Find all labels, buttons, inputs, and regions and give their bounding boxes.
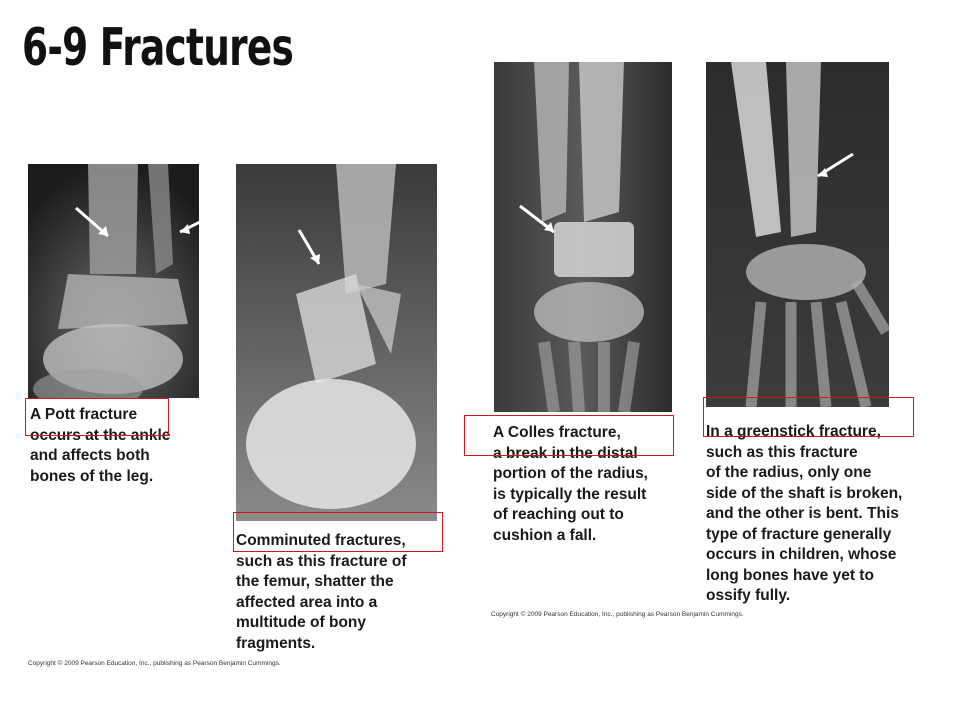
caption-line: of the radius, only one — [706, 464, 872, 481]
copyright-notice: Copyright © 2009 Pearson Education, Inc., publishing as Pearson Benjamin Cummings. — [491, 611, 744, 618]
caption-line: bones of the leg. — [30, 467, 154, 485]
caption-line: Comminuted fractures, — [236, 532, 406, 549]
caption-line: occurs at the ankle — [30, 426, 171, 444]
caption-line: and the other is bent. This — [706, 505, 899, 522]
caption-line: ossify fully. — [706, 587, 791, 604]
caption-line: In a greenstick fracture, — [706, 423, 881, 440]
caption-line: and affects both — [30, 447, 150, 464]
caption-line: such as this fracture — [706, 443, 858, 461]
caption-line: type of fracture generally — [706, 525, 892, 543]
greenstick-fracture-xray — [706, 62, 889, 407]
greenstick-fracture-caption — [706, 422, 902, 607]
caption-line: a break in the distal — [493, 444, 638, 462]
caption-line: such as this fracture of — [236, 552, 407, 570]
caption-line: long bones have yet to — [706, 566, 874, 584]
caption-line: fragments. — [236, 634, 316, 652]
caption-line: occurs in children, whose — [706, 546, 897, 563]
caption-line: A Colles fracture, — [493, 424, 621, 441]
caption-line: portion of the radius, — [493, 465, 648, 482]
caption-line: of reaching out to — [493, 506, 624, 523]
pott-fracture-xray — [28, 164, 199, 398]
caption-line: cushion a fall. — [493, 526, 597, 544]
copyright-notice: Copyright © 2009 Pearson Education, Inc., publishing as Pearson Benjamin Cummings. — [28, 660, 281, 667]
caption-line: the femur, shatter the — [236, 573, 394, 590]
caption-line: multitude of bony — [236, 614, 367, 631]
page-title: 6-9 Fractures — [22, 18, 294, 78]
colles-fracture-xray — [494, 62, 672, 412]
caption-line: A Pott fracture — [30, 406, 138, 423]
greenstick-fracture-highlight-box — [703, 397, 914, 437]
comminuted-fracture-xray — [236, 164, 437, 521]
caption-line: is typically the result — [493, 485, 647, 503]
caption-line: side of the shaft is broken, — [706, 484, 903, 502]
colles-fracture-highlight-box — [464, 415, 674, 456]
comminuted-fracture-highlight-box — [233, 512, 443, 552]
pott-fracture-highlight-box — [25, 398, 169, 436]
caption-line: affected area into a — [236, 593, 378, 611]
